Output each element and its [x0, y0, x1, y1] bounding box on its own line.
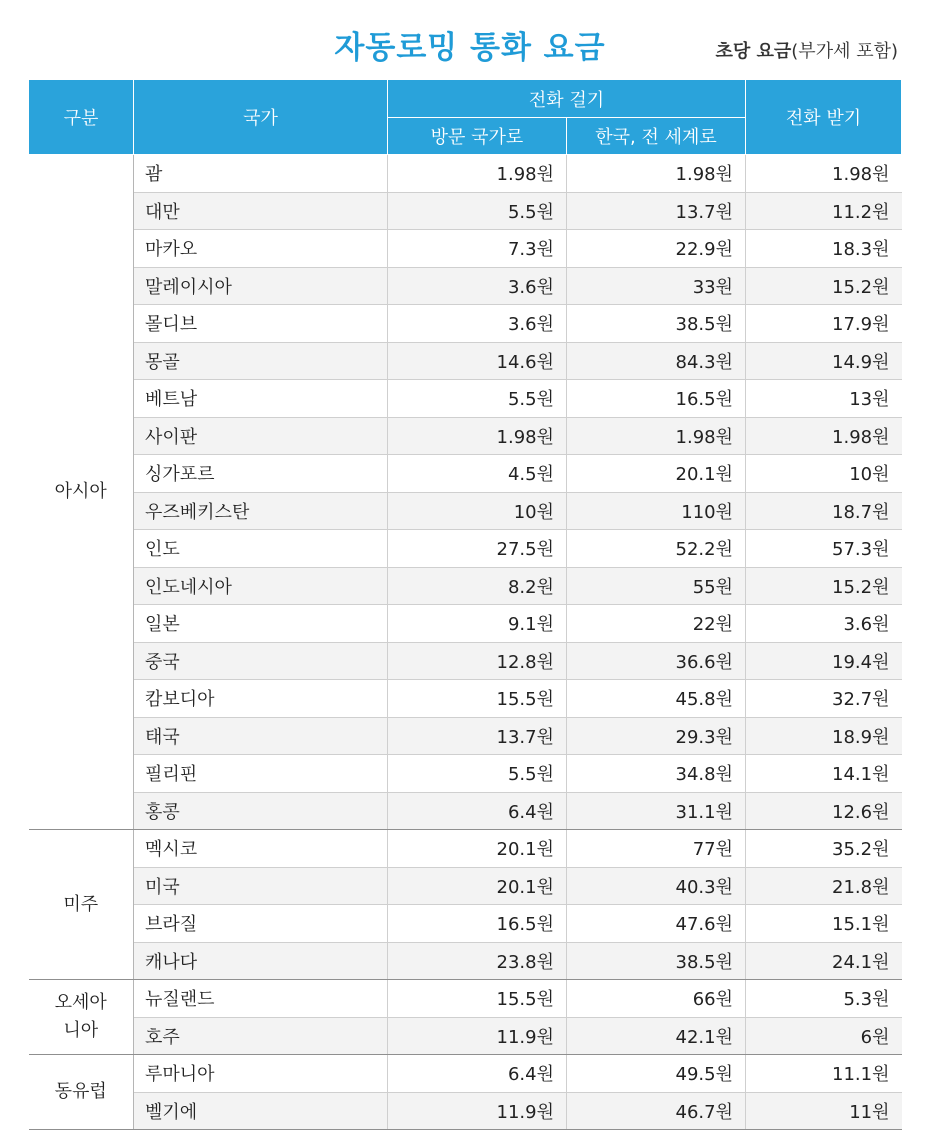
rate-to-visited-cell: 12.8원	[388, 642, 567, 680]
rate-receive-cell: 57.3원	[746, 530, 902, 568]
country-cell: 인도네시아	[134, 567, 388, 605]
rate-to-korea-cell: 38.5원	[567, 942, 746, 980]
rate-to-korea-cell: 45.8원	[567, 680, 746, 718]
header-calling: 전화 걸기	[388, 80, 746, 118]
table-row	[29, 267, 902, 305]
rate-to-korea-cell: 36.6원	[567, 642, 746, 680]
country-cell: 대만	[134, 192, 388, 230]
rate-to-visited-cell: 6.4원	[388, 792, 567, 830]
table-row	[29, 305, 902, 343]
table-row	[29, 755, 902, 793]
rate-receive-cell: 3.6원	[746, 605, 902, 643]
rate-receive-cell: 35.2원	[746, 830, 902, 868]
rate-to-korea-cell: 1.98원	[567, 155, 746, 193]
rate-to-visited-cell: 9.1원	[388, 605, 567, 643]
country-cell: 멕시코	[134, 830, 388, 868]
rate-to-visited-cell: 5.5원	[388, 380, 567, 418]
rate-to-visited-cell: 27.5원	[388, 530, 567, 568]
rate-to-visited-cell: 3.6원	[388, 305, 567, 343]
header-country: 국가	[134, 80, 388, 155]
rate-receive-cell: 14.9원	[746, 342, 902, 380]
table-row	[29, 1055, 902, 1093]
header-to-korea-worldwide: 한국, 전 세계로	[567, 118, 746, 155]
table-row	[29, 342, 902, 380]
rate-to-korea-cell: 52.2원	[567, 530, 746, 568]
country-cell: 베트남	[134, 380, 388, 418]
table-row	[29, 792, 902, 830]
rate-to-korea-cell: 47.6원	[567, 905, 746, 943]
region-cell: 미주	[29, 830, 134, 980]
table-row	[29, 1092, 902, 1130]
rate-to-korea-cell: 22.9원	[567, 230, 746, 268]
header-to-visited-country: 방문 국가로	[388, 118, 567, 155]
table-body	[29, 155, 902, 1130]
rate-to-visited-cell: 1.98원	[388, 417, 567, 455]
table-row	[29, 867, 902, 905]
country-cell: 루마니아	[134, 1055, 388, 1093]
rate-to-korea-cell: 55원	[567, 567, 746, 605]
rate-to-visited-cell: 15.5원	[388, 680, 567, 718]
table-row	[29, 530, 902, 568]
table-row	[29, 680, 902, 718]
table-row	[29, 192, 902, 230]
rate-to-korea-cell: 22원	[567, 605, 746, 643]
rate-to-visited-cell: 10원	[388, 492, 567, 530]
rate-to-korea-cell: 42.1원	[567, 1017, 746, 1055]
rate-receive-cell: 17.9원	[746, 305, 902, 343]
rate-receive-cell: 18.9원	[746, 717, 902, 755]
rate-to-visited-cell: 7.3원	[388, 230, 567, 268]
rate-to-visited-cell: 20.1원	[388, 867, 567, 905]
rate-to-korea-cell: 66원	[567, 980, 746, 1018]
rate-receive-cell: 18.7원	[746, 492, 902, 530]
rate-receive-cell: 18.3원	[746, 230, 902, 268]
country-cell: 호주	[134, 1017, 388, 1055]
country-cell: 몽골	[134, 342, 388, 380]
country-cell: 태국	[134, 717, 388, 755]
rate-to-visited-cell: 4.5원	[388, 455, 567, 493]
rate-to-visited-cell: 5.5원	[388, 192, 567, 230]
rate-to-korea-cell: 31.1원	[567, 792, 746, 830]
country-cell: 싱가포르	[134, 455, 388, 493]
rate-receive-cell: 1.98원	[746, 155, 902, 193]
rate-to-korea-cell: 33원	[567, 267, 746, 305]
table-row	[29, 230, 902, 268]
table-row	[29, 605, 902, 643]
rate-to-visited-cell: 11.9원	[388, 1092, 567, 1130]
rate-receive-cell: 1.98원	[746, 417, 902, 455]
table-row	[29, 942, 902, 980]
rate-to-korea-cell: 20.1원	[567, 455, 746, 493]
rate-note	[715, 37, 898, 63]
rate-receive-cell: 14.1원	[746, 755, 902, 793]
region-cell: 오세아 니아	[29, 980, 134, 1055]
rate-to-visited-cell: 8.2원	[388, 567, 567, 605]
rate-to-visited-cell: 1.98원	[388, 155, 567, 193]
rate-to-korea-cell: 110원	[567, 492, 746, 530]
rate-to-korea-cell: 34.8원	[567, 755, 746, 793]
table-row	[29, 980, 902, 1018]
country-cell: 캄보디아	[134, 680, 388, 718]
rate-to-visited-cell: 11.9원	[388, 1017, 567, 1055]
rate-note-bold: 초당 요금	[715, 41, 792, 62]
title-bar	[0, 0, 940, 80]
rate-receive-cell: 12.6원	[746, 792, 902, 830]
table-row	[29, 905, 902, 943]
rate-receive-cell: 11.1원	[746, 1055, 902, 1093]
rate-to-visited-cell: 13.7원	[388, 717, 567, 755]
country-cell: 말레이시아	[134, 267, 388, 305]
country-cell: 마카오	[134, 230, 388, 268]
country-cell: 벨기에	[134, 1092, 388, 1130]
country-cell: 브라질	[134, 905, 388, 943]
table-row	[29, 155, 902, 193]
rate-receive-cell: 21.8원	[746, 867, 902, 905]
rate-receive-cell: 15.2원	[746, 567, 902, 605]
roaming-rate-table	[28, 79, 902, 1130]
rate-to-korea-cell: 84.3원	[567, 342, 746, 380]
country-cell: 사이판	[134, 417, 388, 455]
table-row	[29, 830, 902, 868]
table-row	[29, 717, 902, 755]
rate-note-rest: (부가세 포함)	[791, 41, 898, 62]
table-row	[29, 417, 902, 455]
country-cell: 중국	[134, 642, 388, 680]
rate-to-korea-cell: 49.5원	[567, 1055, 746, 1093]
table-row	[29, 642, 902, 680]
rate-to-visited-cell: 5.5원	[388, 755, 567, 793]
rate-to-visited-cell: 23.8원	[388, 942, 567, 980]
region-cell: 동유럽	[29, 1055, 134, 1130]
rate-to-korea-cell: 40.3원	[567, 867, 746, 905]
rate-to-visited-cell: 15.5원	[388, 980, 567, 1018]
rate-to-visited-cell: 20.1원	[388, 830, 567, 868]
rate-to-visited-cell: 6.4원	[388, 1055, 567, 1093]
header-receiving: 전화 받기	[746, 80, 902, 155]
rate-to-korea-cell: 29.3원	[567, 717, 746, 755]
rate-receive-cell: 15.1원	[746, 905, 902, 943]
rate-receive-cell: 15.2원	[746, 267, 902, 305]
rate-receive-cell: 10원	[746, 455, 902, 493]
rate-to-korea-cell: 16.5원	[567, 380, 746, 418]
country-cell: 홍콩	[134, 792, 388, 830]
page-title: 자동로밍 통화 요금	[334, 30, 606, 66]
rate-to-korea-cell: 38.5원	[567, 305, 746, 343]
rate-to-korea-cell: 13.7원	[567, 192, 746, 230]
country-cell: 일본	[134, 605, 388, 643]
country-cell: 몰디브	[134, 305, 388, 343]
country-cell: 미국	[134, 867, 388, 905]
country-cell: 우즈베키스탄	[134, 492, 388, 530]
rate-receive-cell: 13원	[746, 380, 902, 418]
country-cell: 괌	[134, 155, 388, 193]
table-row	[29, 455, 902, 493]
country-cell: 캐나다	[134, 942, 388, 980]
rate-receive-cell: 5.3원	[746, 980, 902, 1018]
country-cell: 필리핀	[134, 755, 388, 793]
rate-receive-cell: 11.2원	[746, 192, 902, 230]
rate-receive-cell: 24.1원	[746, 942, 902, 980]
header-category: 구분	[29, 80, 134, 155]
rate-to-visited-cell: 3.6원	[388, 267, 567, 305]
table-row	[29, 1017, 902, 1055]
table-row	[29, 380, 902, 418]
rate-to-korea-cell: 77원	[567, 830, 746, 868]
rate-receive-cell: 19.4원	[746, 642, 902, 680]
rate-to-korea-cell: 1.98원	[567, 417, 746, 455]
table-row	[29, 567, 902, 605]
table-row	[29, 492, 902, 530]
rate-receive-cell: 6원	[746, 1017, 902, 1055]
country-cell: 인도	[134, 530, 388, 568]
rate-receive-cell: 32.7원	[746, 680, 902, 718]
rate-to-visited-cell: 14.6원	[388, 342, 567, 380]
rate-to-korea-cell: 46.7원	[567, 1092, 746, 1130]
rate-to-visited-cell: 16.5원	[388, 905, 567, 943]
region-cell: 아시아	[29, 155, 134, 830]
table-header	[29, 80, 902, 155]
country-cell: 뉴질랜드	[134, 980, 388, 1018]
rate-receive-cell: 11원	[746, 1092, 902, 1130]
